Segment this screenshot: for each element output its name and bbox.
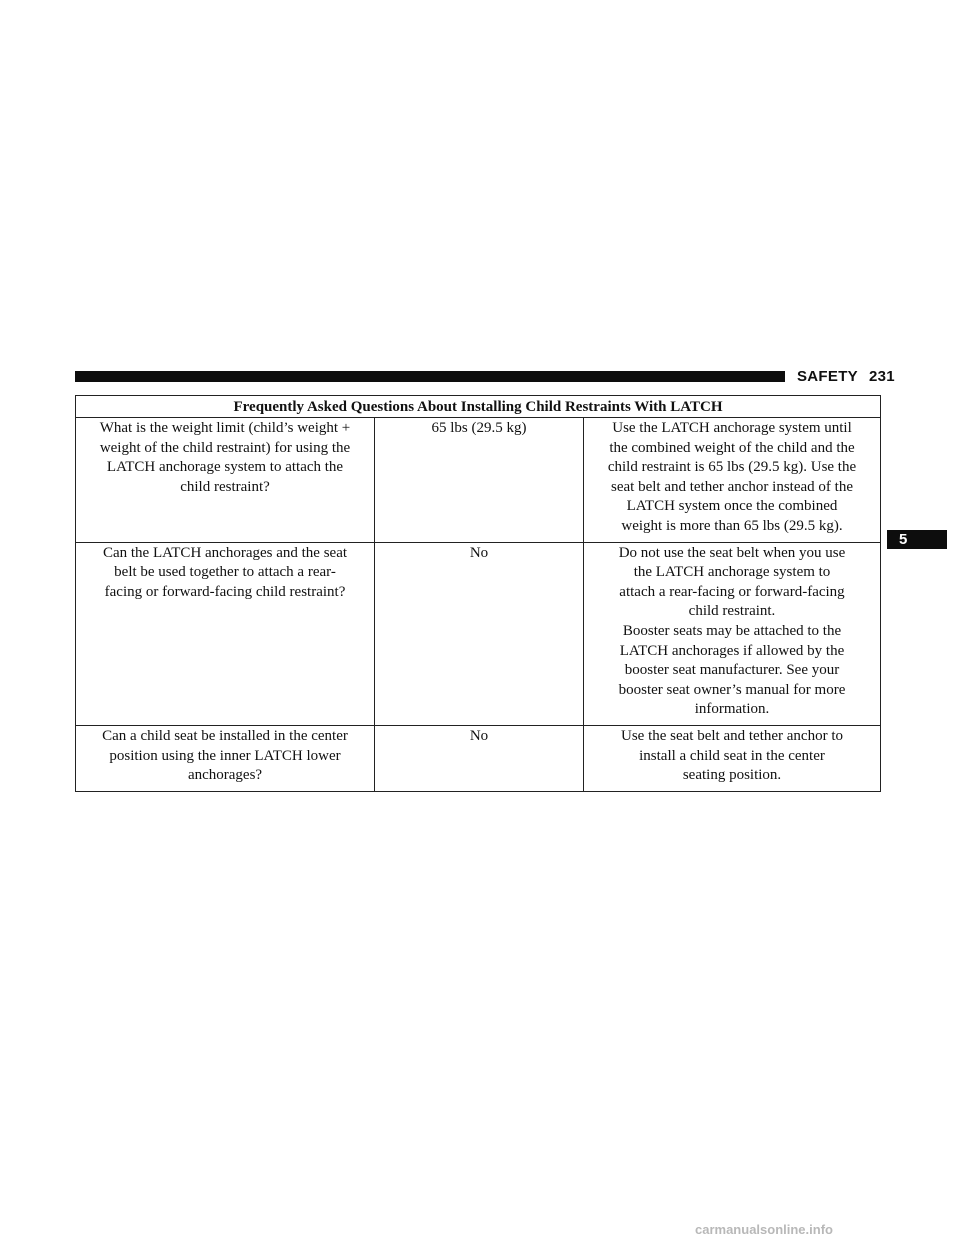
page-number: 231 [868,368,895,385]
faq-table [75,395,881,792]
text-line: seating position. [682,767,782,784]
text-line: No [469,544,489,561]
question-cell [76,725,375,791]
text-line: LATCH anchorage system to attach the [106,459,344,476]
text-line: seat belt and tether anchor instead of the [611,478,853,495]
text-line: child restraint? [180,478,270,495]
text-line: 65 lbs (29.5 kg) [431,420,527,436]
running-header [797,368,895,385]
text-line: Use the seat belt and tether anchor to [621,727,843,744]
text-line: weight is more than 65 lbs (29.5 kg). [621,517,843,534]
text-line: anchorages? [187,767,263,784]
answer-cell [375,542,584,725]
text-line: child restraint is 65 lbs (29.5 kg). Use the [607,459,857,476]
text-line: booster seat owner’s manual for more [618,681,846,698]
text-line: position using the inner LATCH lower [109,747,341,764]
text-line: install a child seat in the center [639,747,825,764]
comment-cell [584,542,881,725]
text-line: weight of the child restraint) for using the [99,439,351,456]
question-cell [76,542,375,725]
text-line: the LATCH anchorage system to [633,564,831,581]
text-line: Can a child seat be installed in the center [102,727,348,744]
text-line: Do not use the seat belt when you use [618,544,846,561]
text-line: Booster seats may be attached to the [622,622,842,639]
watermark: carmanualsonline.info [695,1222,833,1237]
text-line: LATCH system once the combined [626,498,838,515]
text-line: child restraint. [688,603,776,620]
header-rule [75,371,785,382]
text-line: LATCH anchorages if allowed by the [619,642,845,659]
answer-cell [375,418,584,543]
table-row [76,418,881,543]
chapter-tab: 5 [887,530,947,549]
answer-cell [375,725,584,791]
text-line: facing or forward-facing child restraint? [104,583,346,600]
text-line: belt be used together to attach a rear- [114,564,336,581]
text-line: What is the weight limit (child’s weight + [99,420,351,436]
question-cell [76,418,375,543]
text-line: attach a rear-facing or forward-facing [619,583,845,600]
text-line: Can the LATCH anchorages and the seat [102,544,348,561]
table-row [76,725,881,791]
comment-cell [584,725,881,791]
table-row [76,542,881,725]
text-line: booster seat manufacturer. See your [624,662,840,679]
table-title: Frequently Asked Questions About Installing Child Restraints With LATCH [76,396,881,418]
text-line: information. [694,701,770,718]
section-title: SAFETY [797,368,858,385]
text-line: Use the LATCH anchorage system until [612,420,852,436]
comment-cell [584,418,881,543]
text-line: the combined weight of the child and the [609,439,855,456]
text-line: No [469,727,489,744]
